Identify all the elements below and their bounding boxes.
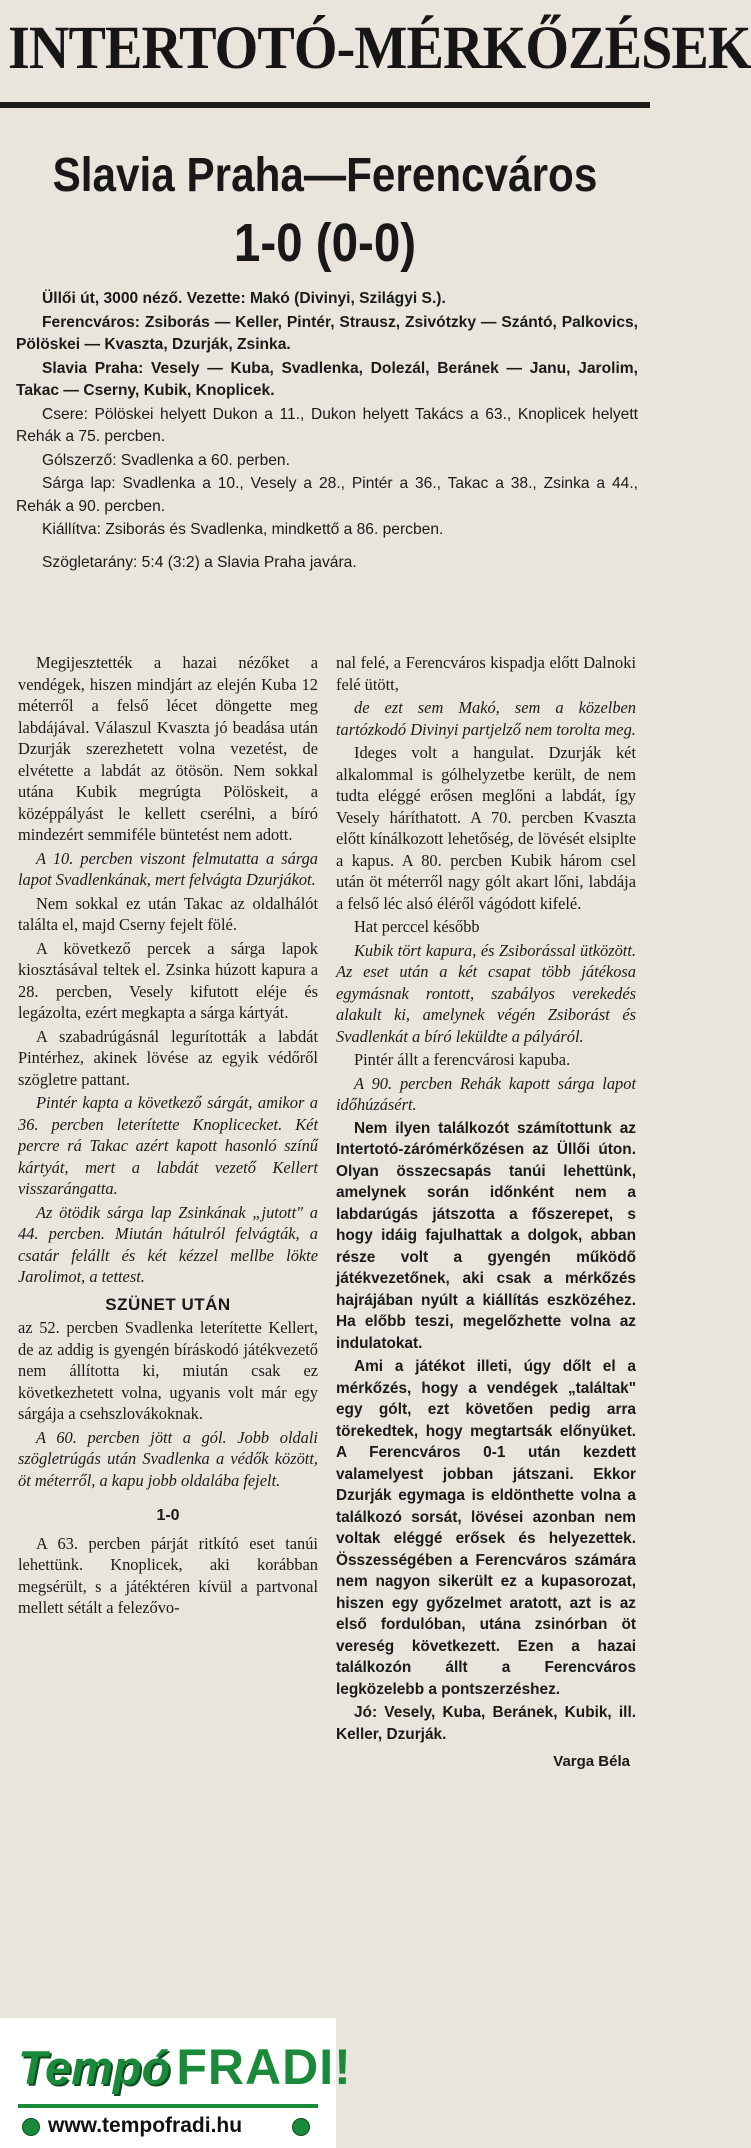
info-ferencvaros-lineup: Ferencváros: Zsiborás — Keller, Pintér, Strausz, Zsivótzky — Szántó, Palkovics, Pölöskei — Kvaszta, Dzurják, Zsinka. [16, 313, 638, 353]
tempofradi-logo [0, 2018, 352, 2148]
match-teams: Slavia Praha—Ferencváros [52, 149, 598, 202]
info-scorer: Gólszerző: Svadlenka a 60. perben. [42, 451, 290, 469]
match-score: 1-0 (0-0) [233, 213, 417, 273]
paragraph: A 10. percben viszont felmutatta a sárga lapot Svadlenkának, mert felvágta Dzurjákot. [18, 848, 318, 889]
section-title: INTERTOTÓ-MÉRKŐZÉSEK [8, 15, 751, 82]
paragraph: A 90. percben Rehák kapott sárga lapot időhúzásért. [336, 1073, 636, 1114]
info-corners: Szögletarány: 5:4 (3:2) a Slavia Praha javára. [42, 553, 357, 571]
match-info [16, 288, 638, 574]
paragraph: Ideges volt a hangulat. Dzurják két alkalommal is gólhelyzetbe került, de nem tudta eléggé erősen meglőni a labdát, így Vesely háríthatott. A 70. percben Kvaszta előtt kínálkozott lehetőség, de lövését elsiplte a kapus. A 80. percben Kubik három csel után öt méterről nagy gólt akart lőni, labdája a felső léc alsó éléről vágódott kifelé. [336, 743, 636, 913]
article-column-left [18, 652, 318, 1619]
paragraph: Hat perccel később [354, 917, 480, 936]
logo-fradi-text: FRADI! [176, 2039, 352, 2095]
paragraph: A 60. percben jött a gól. Jobb oldali szögletrúgás után Svadlenka a védők között, öt méterről, a kapu jobb oldalába fejelt. [18, 1427, 318, 1490]
paragraph: az 52. percben Svadlenka leterítette Kellert, de az addig is gyengén bíráskodó játékvezető nem állította ki, miután csak ez következhetett volna, ugyanis volt már egy sárgája a csehszlovákoknak. [18, 1318, 318, 1423]
paragraph: Kubik tört kapura, és Zsiborással ütközött. Az eset után a két csapat több játékosa egymásnak rontott, szabályos verekedés alakult ki, amelynek végén Zsiborást és Svadlenkát a bíró leküldte a pályáról. [336, 940, 636, 1046]
paragraph: Az ötödik sárga lap Zsinkának „jutott" a 44. percben. Miután hátulról felvágták, a csatár felállt és két kézzel mellbe lökte Jarolimot, a tettest. [18, 1202, 318, 1286]
paragraph: A szabadrúgásnál legurították a labdát Pintérhez, akinek lövése az egyik védőről szögletre pattant. [18, 1026, 318, 1089]
info-substitutions: Csere: Pölöskei helyett Dukon a 11., Dukon helyett Takács a 63., Knoplicek helyett Rehák a 75. percben. [16, 405, 638, 445]
info-slavia-lineup: Slavia Praha: Vesely — Kuba, Svadlenka, Dolezál, Beránek — Janu, Jarolim, Takac — Cserny, Kubik, Knoplicek. [16, 359, 638, 399]
football-icon [292, 2118, 310, 2136]
paragraph: A következő percek a sárga lapok kiosztásával teltek el. Zsinka húzott kapura a 28. percben, Vesely kifutott eléje és legázolta, ezért megkapta a sárga kártyát. [18, 938, 318, 1022]
paragraph: Megijesztették a hazai nézőket a vendégek, hiszen mindjárt az elején Kuba 12 méterről a felső lécet döngette meg labdájával. Válaszul Kvaszta jó beadása után Dzurják szerezhetett volna vezetést, de elvétette a labdát az ötösön. Nem sokkal utána Kubik megrúgta Pölöskeit, a középpályást le kellett cserélni, a bíró mindezért semmiféle büntetést nem adott. [18, 653, 318, 844]
paragraph: de ezt sem Makó, sem a közelben tartózkodó Divinyi partjelző nem torolta meg. [336, 698, 636, 739]
paragraph: Nem ilyen találkozót számítottunk az Intertotó-zárómérkőzésen az Üllői úton. Olyan összecsapás tanúi lehettünk, amelynek során időnként nem a labdarúgás játszotta a főszerepet, s hogy idáig fajulhattak a dolgok, abban része volt a gyengén működő játékvezetőnek, aki csak a mérkőzés hajrájában nyúlt a kiállítás eszközéhez. Ha előbb teszi, megelőzhette volna az indulatokat. [336, 1119, 636, 1352]
article-column-right [336, 652, 636, 1773]
logo-tempo-text: Tempó [18, 2041, 171, 2094]
football-icon [22, 2118, 40, 2136]
paragraph: Nem sokkal ez után Takac az oldalhálót találta el, majd Cserny fejelt fölé. [18, 893, 318, 934]
info-red-cards: Kiállítva: Zsiborás és Svadlenka, mindkettő a 86. percben. [42, 521, 444, 538]
paragraph: nal felé, a Ferencváros kispadja előtt Dalnoki felé ütött, [336, 653, 636, 694]
author-signature: Varga Béla [553, 1753, 630, 1770]
paragraph: Pintér állt a ferencvárosi kapuba. [354, 1050, 571, 1069]
paragraph: A 63. percben párját ritkító eset tanúi lehettünk. Knoplicek, aki korábban megsérült, s a játéktéren kívül a partvonal mellett sétált a felezővo- [18, 1533, 318, 1617]
info-yellow-cards: Sárga lap: Svadlenka a 10., Vesely a 28., Pintér a 36., Takac a 38., Zsinka a 44., Rehák a 90. percben. [16, 475, 638, 515]
paragraph: Pintér kapta a következő sárgát, amikor a 36. percben leterítette Knoplicecket. Két percre rá Takac azért kapott hasonló színű kártyát, mert a labdát vezető Kellert visszarángatta. [18, 1093, 318, 1198]
subheading-score: 1-0 [156, 1507, 180, 1524]
logo-swoosh-icon [18, 2104, 318, 2108]
player-ratings: Jó: Vesely, Kuba, Beránek, Kubik, ill. Keller, Dzurják. [336, 1704, 636, 1743]
subheading: SZÜNET UTÁN [105, 1294, 231, 1314]
paragraph: Ami a játékot illeti, úgy dőlt el a mérkőzés, hogy a vendégek „találtak" egy gólt, ezt követően pedig arra törekedtek, hogy megtartsák előnyüket. A Ferencváros 0-1 után kezdett valamelyest jobban játszani. Ekkor Dzurják egymaga is eldönthette volna a találkozó sorsát, lövései azonban nem voltak eléggé erősek és helyezettek. Összességében a Ferencváros számára nem nagyon sikerült ez a kupasorozat, hiszen egy győzelmet aratott, azt is az első fordulóban, utána zsinórban öt vereség következett. Ezen a hazai találkozón állt a Ferencváros legközelebb a pontszerzéshez. [336, 1358, 636, 1698]
logo-url: www.tempofradi.hu [48, 2114, 243, 2137]
section-banner [0, 0, 751, 108]
info-venue: Üllői út, 3000 néző. Vezette: Makó (Divinyi, Szilágyi S.). [42, 290, 446, 307]
logo-wordmark [18, 2038, 352, 2098]
